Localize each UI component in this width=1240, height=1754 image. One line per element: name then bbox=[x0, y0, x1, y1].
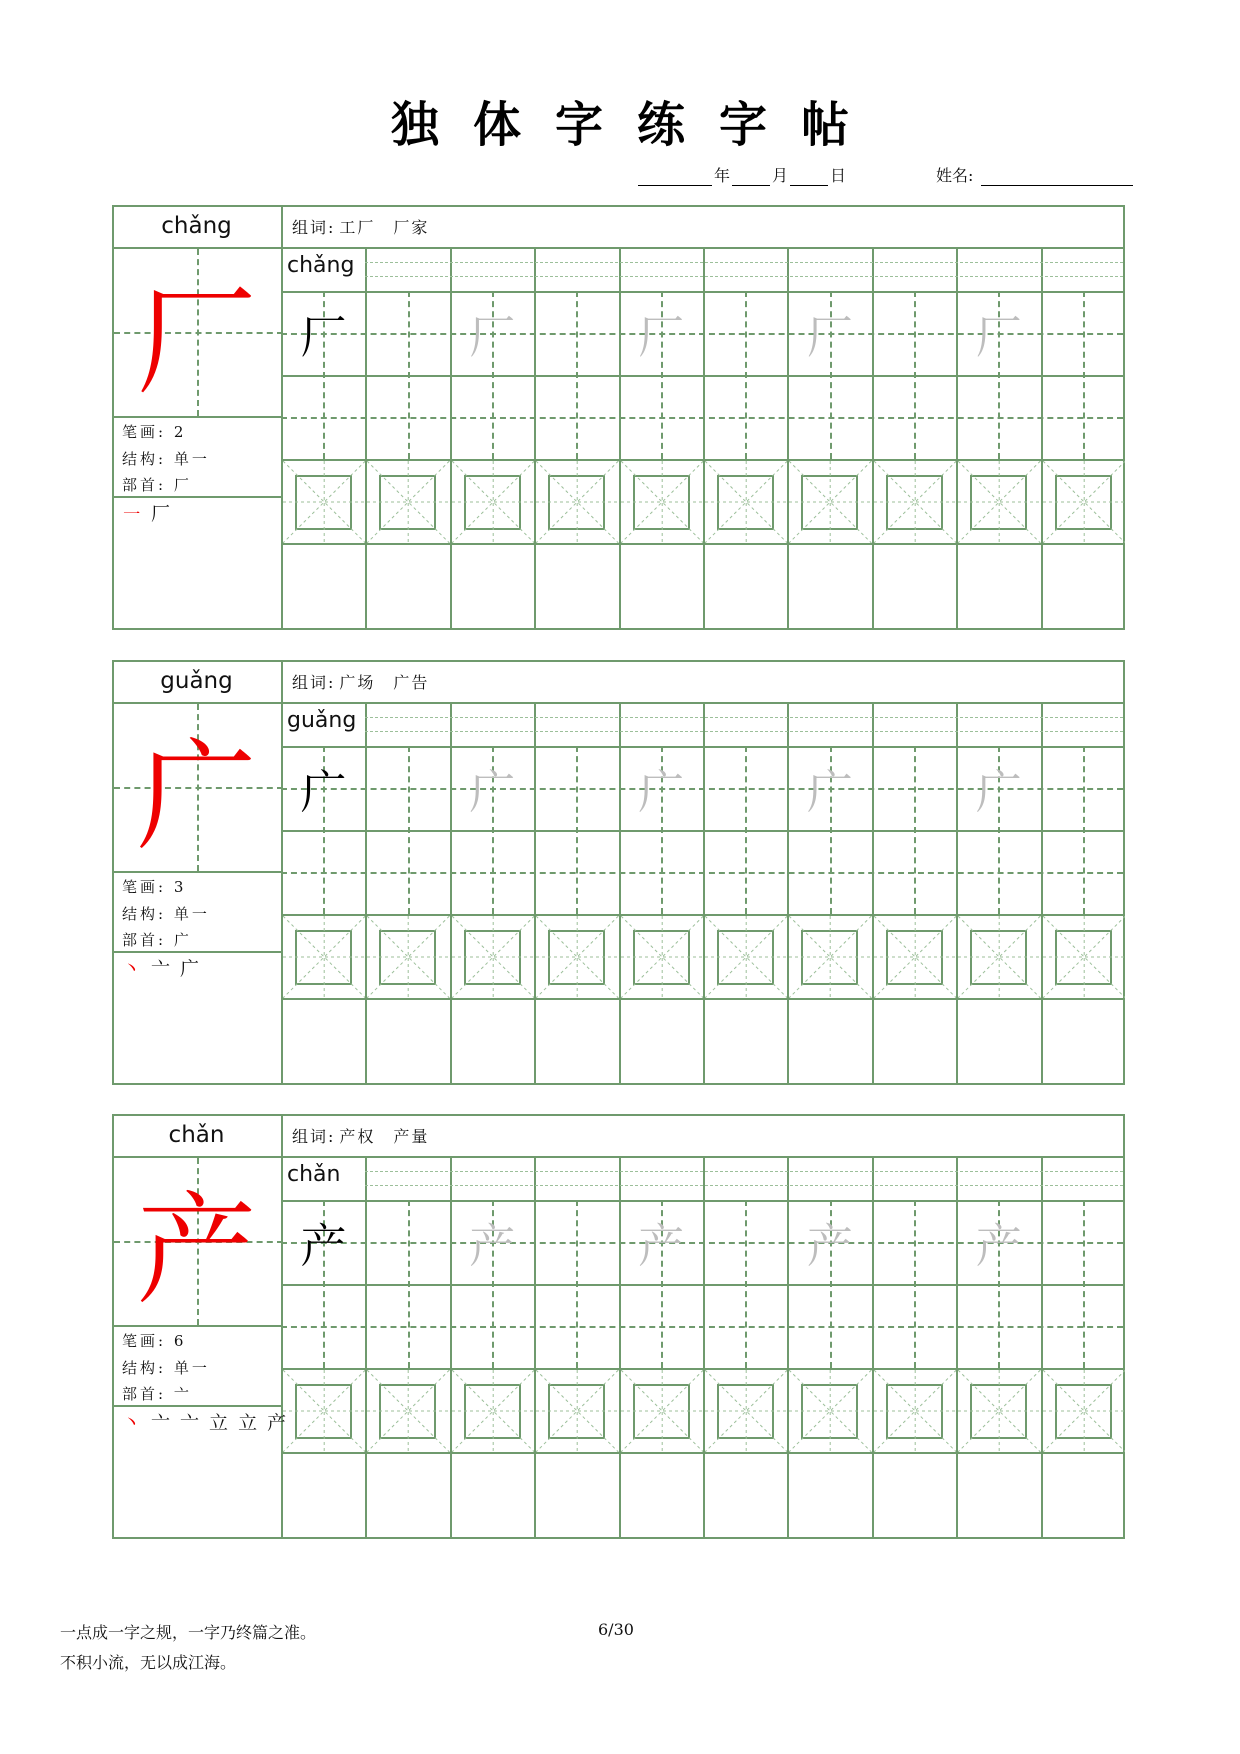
word-example: 广场 bbox=[339, 672, 376, 692]
date-name-line bbox=[636, 160, 1181, 186]
mizige-guides bbox=[452, 461, 534, 543]
tracing-character: 厂 bbox=[638, 309, 685, 364]
mizige-guides bbox=[621, 1370, 703, 1452]
pinyin-heading: guǎng bbox=[160, 668, 233, 694]
word-example: 产量 bbox=[393, 1126, 430, 1146]
guide-line bbox=[745, 746, 747, 914]
stroke-order bbox=[122, 954, 199, 981]
mizige-guides bbox=[283, 916, 365, 998]
radical: 部首: 厂 bbox=[122, 476, 192, 494]
word-example: 广告 bbox=[393, 672, 430, 692]
guide-line bbox=[745, 1200, 747, 1368]
mizige-guides bbox=[621, 916, 703, 998]
stroke-step: 产 bbox=[267, 1412, 287, 1434]
year-blank[interactable] bbox=[638, 167, 712, 186]
mizige-guides bbox=[536, 461, 618, 543]
structure: 结构: 单一 bbox=[122, 1358, 210, 1377]
words-label: 组词: bbox=[292, 217, 336, 237]
guide-line bbox=[408, 1200, 410, 1368]
stroke-order bbox=[122, 1408, 286, 1435]
guide-line bbox=[576, 746, 578, 914]
footer-quote-1: 一点成一字之规，一字乃终篇之准。 bbox=[60, 1623, 317, 1642]
guide-line bbox=[914, 291, 916, 459]
radical: 部首: 广 bbox=[122, 931, 192, 949]
word-example: 产权 bbox=[339, 1126, 376, 1146]
pinyin-guide bbox=[365, 1185, 1123, 1186]
stroke-step: ㇐ bbox=[122, 503, 142, 525]
mizige-guides bbox=[958, 1370, 1040, 1452]
word-examples bbox=[292, 1114, 443, 1156]
tracing-character: 厂 bbox=[469, 309, 516, 364]
page-number: 6/30 bbox=[598, 1620, 634, 1639]
tracing-character: 广 bbox=[469, 764, 516, 819]
model-character: 厂 bbox=[136, 272, 257, 412]
character-info bbox=[122, 874, 210, 954]
guide-line bbox=[408, 746, 410, 914]
mizige-guides bbox=[1043, 916, 1125, 998]
practice-pinyin: guǎng bbox=[287, 708, 357, 733]
grid-line bbox=[1123, 205, 1125, 630]
mizige-guides bbox=[367, 916, 449, 998]
mizige-guides bbox=[1043, 461, 1125, 543]
guide-line bbox=[914, 1200, 916, 1368]
model-character: 产 bbox=[136, 1181, 257, 1321]
tracing-character: 广 bbox=[806, 764, 853, 819]
guide-line bbox=[1083, 1200, 1085, 1368]
stroke-count: 笔画: 3 bbox=[122, 878, 187, 896]
stroke-step: 丶 bbox=[122, 1412, 142, 1434]
mizige-guides bbox=[705, 461, 787, 543]
mizige-guides bbox=[874, 461, 956, 543]
pinyin-heading: chǎn bbox=[168, 1122, 225, 1148]
stroke-step: 厂 bbox=[151, 503, 171, 525]
month-label: 月 bbox=[772, 166, 789, 185]
tracing-character: 产 bbox=[638, 1218, 685, 1273]
stroke-count: 笔画: 6 bbox=[122, 1332, 187, 1350]
stroke-order bbox=[122, 499, 170, 526]
mizige-guides bbox=[367, 461, 449, 543]
tracing-character: 产 bbox=[469, 1218, 516, 1273]
pinyin-guide bbox=[365, 276, 1123, 277]
stroke-step: 亠 bbox=[151, 958, 171, 980]
word-example: 厂家 bbox=[393, 217, 430, 237]
stroke-step: 立 bbox=[209, 1412, 229, 1434]
stroke-step: 立 bbox=[238, 1412, 258, 1434]
grid-line bbox=[1123, 1114, 1125, 1539]
mizige-guides bbox=[536, 1370, 618, 1452]
mizige-guides bbox=[283, 461, 365, 543]
pinyin-guide bbox=[365, 731, 1123, 732]
day-label: 日 bbox=[830, 166, 847, 185]
mizige-guides bbox=[874, 916, 956, 998]
guide-line bbox=[408, 291, 410, 459]
mizige-guides bbox=[452, 1370, 534, 1452]
stroke-step: 丶 bbox=[122, 958, 142, 980]
example-character: 产 bbox=[300, 1218, 347, 1273]
name-label: 姓名: bbox=[936, 166, 974, 185]
example-character: 厂 bbox=[300, 309, 347, 364]
model-character: 广 bbox=[136, 727, 257, 867]
mizige-guides bbox=[705, 1370, 787, 1452]
guide-line bbox=[1083, 746, 1085, 914]
structure: 结构: 单一 bbox=[122, 449, 210, 468]
mizige-guides bbox=[958, 916, 1040, 998]
character-block bbox=[112, 1114, 1125, 1539]
stroke-step: 亠 bbox=[151, 1412, 171, 1434]
mizige-guides bbox=[283, 1370, 365, 1452]
tracing-character: 产 bbox=[975, 1218, 1022, 1273]
character-block bbox=[112, 205, 1125, 630]
mizige-guides bbox=[621, 461, 703, 543]
word-example: 工厂 bbox=[339, 217, 376, 237]
day-blank[interactable] bbox=[790, 167, 828, 186]
footer-quote-2: 不积小流，无以成江海。 bbox=[60, 1653, 237, 1672]
structure: 结构: 单一 bbox=[122, 904, 210, 923]
tracing-character: 广 bbox=[638, 764, 685, 819]
guide-line bbox=[576, 291, 578, 459]
guide-line bbox=[1083, 291, 1085, 459]
character-info bbox=[122, 1328, 210, 1408]
words-label: 组词: bbox=[292, 1126, 336, 1146]
radical: 部首: 亠 bbox=[122, 1385, 192, 1403]
mizige-guides bbox=[705, 916, 787, 998]
mizige-guides bbox=[874, 1370, 956, 1452]
guide-line bbox=[576, 1200, 578, 1368]
pinyin-guide bbox=[365, 262, 1123, 263]
mizige-guides bbox=[958, 461, 1040, 543]
practice-pinyin: chǎn bbox=[287, 1162, 341, 1187]
pinyin-guide bbox=[365, 1171, 1123, 1172]
tracing-character: 厂 bbox=[806, 309, 853, 364]
mizige-guides bbox=[789, 916, 871, 998]
stroke-count: 笔画: 2 bbox=[122, 423, 187, 441]
grid-line bbox=[1123, 660, 1125, 1085]
guide-line bbox=[745, 291, 747, 459]
mizige-guides bbox=[536, 916, 618, 998]
name-blank[interactable] bbox=[981, 167, 1133, 186]
pinyin-guide bbox=[365, 717, 1123, 718]
practice-pinyin: chǎng bbox=[287, 253, 355, 278]
pinyin-heading: chǎng bbox=[161, 213, 232, 239]
guide-line bbox=[914, 746, 916, 914]
tracing-character: 产 bbox=[806, 1218, 853, 1273]
month-blank[interactable] bbox=[732, 167, 770, 186]
example-character: 广 bbox=[300, 764, 347, 819]
mizige-guides bbox=[367, 1370, 449, 1452]
mizige-guides bbox=[1043, 1370, 1125, 1452]
words-label: 组词: bbox=[292, 672, 336, 692]
tracing-character: 厂 bbox=[975, 309, 1022, 364]
mizige-guides bbox=[452, 916, 534, 998]
tracing-character: 广 bbox=[975, 764, 1022, 819]
year-label: 年 bbox=[714, 166, 731, 185]
word-examples bbox=[292, 660, 443, 702]
word-examples bbox=[292, 205, 443, 247]
character-info bbox=[122, 419, 210, 499]
stroke-step: 广 bbox=[180, 958, 200, 980]
stroke-step: 亠 bbox=[180, 1412, 200, 1434]
mizige-guides bbox=[789, 461, 871, 543]
page-title: 独体字练字帖 bbox=[390, 97, 883, 153]
character-block bbox=[112, 660, 1125, 1085]
mizige-guides bbox=[789, 1370, 871, 1452]
